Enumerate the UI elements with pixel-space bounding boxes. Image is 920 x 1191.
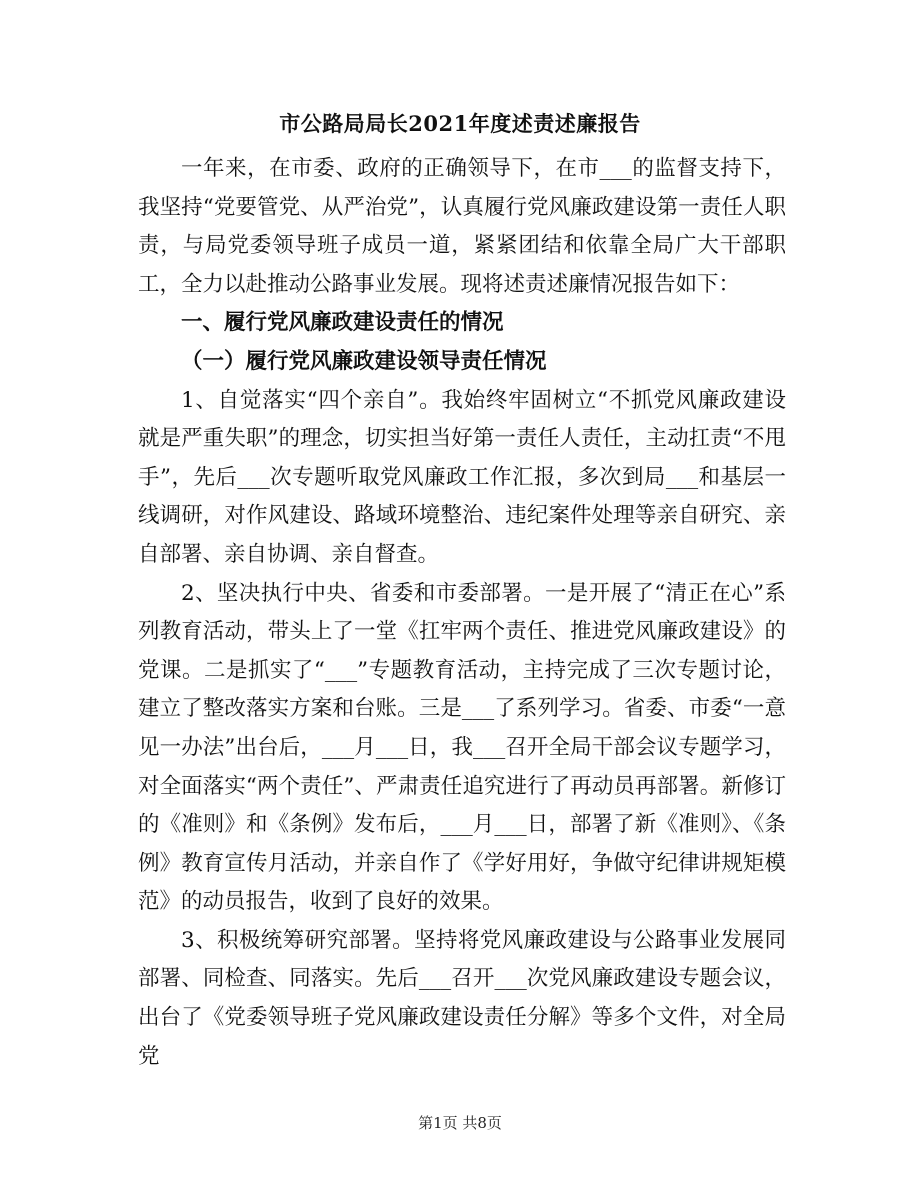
- document-body: [138, 150, 786, 1076]
- document-title: 市公路局局长2021年度述责述廉报告: [279, 111, 641, 136]
- paragraph-item-1: 1、自觉落实“四个亲自”。我始终牢固树立“不抓党风廉政建设就是严重失职”的理念，切实担当好第一责任人责任，主动扛责“不甩手”，先后___次专题听取党风廉政工作汇报，多次到局___和基层一线调研，对作风建设、路域环境整治、违纪案件处理等亲自研究、亲自部署、亲自协调、亲自督查。: [138, 387, 786, 567]
- subsection-heading: （一）履行党风廉政建设领导责任情况: [181, 348, 547, 374]
- section-heading: 一、履行党风廉政建设责任的情况: [181, 310, 504, 336]
- intro-paragraph: 一年来，在市委、政府的正确领导下，在市___的监督支持下，我坚持“党要管党、从严治党”，认真履行党风廉政建设第一责任人职责，与局党委领导班子成员一道，紧紧团结和依靠全局广大干部职工，全力以赴推动公路事业发展。现将述责述廉情况报告如下：: [138, 156, 786, 297]
- page-number-footer: 第1页 共8页: [418, 1114, 502, 1132]
- paragraph-item-2: 2、坚决执行中央、省委和市委部署。一是开展了“清正在心”系列教育活动，带头上了一堂《扛牢两个责任、推进党风廉政建设》的党课。二是抓实了“___”专题教育活动，主持完成了三次专题讨论，建立了整改落实方案和台账。三是___了系列学习。省委、市委“一意见一办法”出台后，___月___日，我___召开全局干部会议专题学习，对全面落实“两个责任”、严肃责任追究进行了再动员再部署。新修订的《准则》和《条例》发布后，___月___日，部署了新《准则》、《条例》教育宣传月活动，并亲自作了《学好用好，争做守纪律讲规矩模范》的动员报告，收到了良好的效果。: [138, 580, 786, 915]
- paragraph-item-3: 3、积极统筹研究部署。坚持将党风廉政建设与公路事业发展同部署、同检查、同落实。先后___召开___次党风廉政建设专题会议，出台了《党委领导班子党风廉政建设责任分解》等多个文件，对全局党: [138, 927, 786, 1069]
